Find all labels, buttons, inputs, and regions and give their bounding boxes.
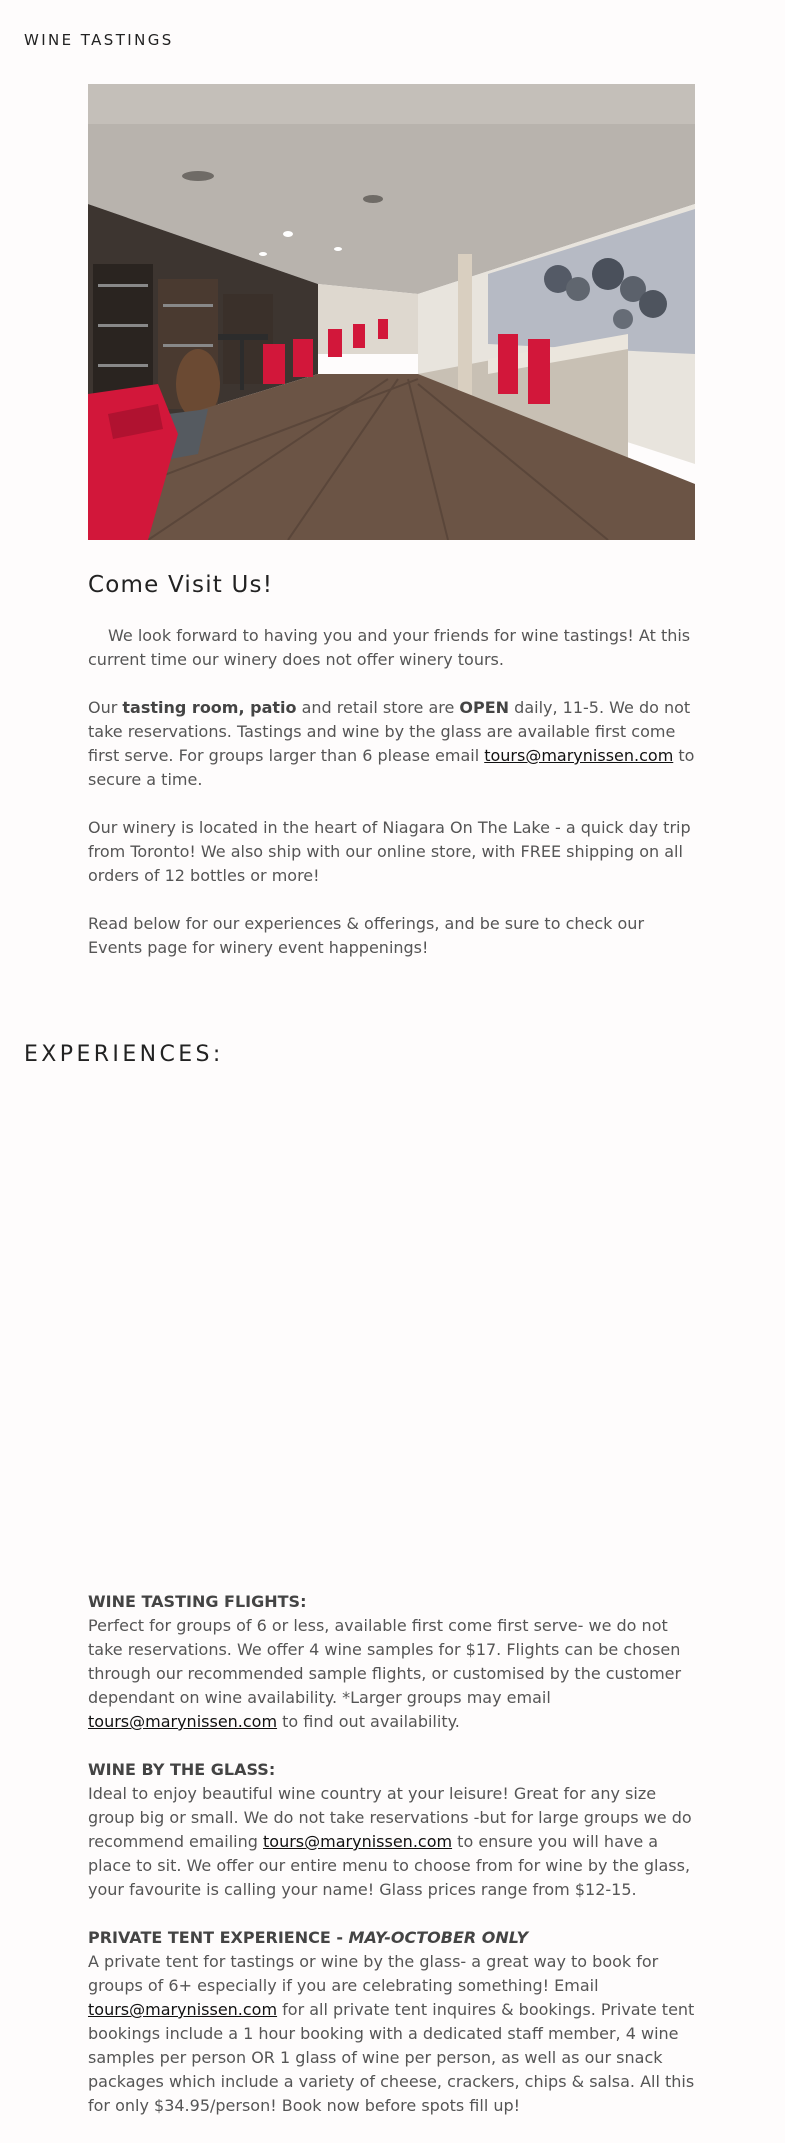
- visit-title: Come Visit Us!: [88, 572, 274, 598]
- visit-location-text: Our winery is located in the heart of Niagara On The Lake - a quick day trip from Toronto! We also ship with our online store, with FREE shipping on all orders of 12 bottles or more!: [88, 818, 691, 885]
- experiences-title: EXPERIENCES:: [24, 1042, 224, 1067]
- visit-content: [88, 624, 695, 984]
- wine-tasting-flights-section: [88, 1590, 695, 1734]
- private-tent-season: MAY-OCTOBER ONLY: [348, 1928, 529, 1947]
- private-tent-section: [88, 1926, 695, 2118]
- tasting-room-highlight: tasting room, patio: [122, 698, 297, 717]
- visit-hours-text: Our tasting room, patio and retail store are OPEN daily, 11-5. We do not take reservations. Tastings and wine by the glass are available first come first serve. For groups larger than 6 please email tours@marynissen.com to secure a time.: [88, 698, 695, 789]
- experiences-content: [88, 1590, 695, 2142]
- open-highlight: OPEN: [459, 698, 510, 717]
- page-header[interactable]: WINE TASTINGS: [24, 31, 174, 49]
- wine-by-glass-heading: WINE BY THE GLASS:: [88, 1760, 276, 1779]
- tent-email-link[interactable]: tours@marynissen.com: [88, 2000, 278, 2019]
- visit-events-text: Read below for our experiences & offerings, and be sure to check our Events page for winery event happenings!: [88, 914, 645, 957]
- wine-by-glass-text: Ideal to enjoy beautiful wine country at your leisure! Great for any size group big or small. We do not take reservations -but for large groups we do recommend emailing tours@marynissen.com to ensure you will have a place to sit. We offer our entire menu to choose from for wine by the glass, your favourite is calling your name! Glass prices range from $12-15.: [88, 1784, 692, 1899]
- wine-tasting-flights-text: Perfect for groups of 6 or less, available first come first serve- we do not take reservations. We offer 4 wine samples for $17. Flights can be chosen through our recommended sample flights, or customised by the customer dependant on wine availability. *Larger groups may email tours@marynissen.com to find out availability.: [88, 1616, 682, 1731]
- tours-email-link[interactable]: tours@marynissen.com: [484, 746, 674, 765]
- wine-tasting-flights-heading: WINE TASTING FLIGHTS:: [88, 1592, 307, 1611]
- private-tent-text: A private tent for tastings or wine by the glass- a great way to book for groups of 6+ especially if you are celebrating something! Email tours@marynissen.com for all private tent inquires & bookings. Private tent bookings include a 1 hour booking with a dedicated staff member, 4 wine samples per person OR 1 glass of wine per person, as well as our snack packages which include a variety of cheese, crackers, chips & salsa. All this for only $34.95/person! Book now before spots fill up!: [88, 1952, 695, 2115]
- wine-by-glass-section: [88, 1758, 695, 1902]
- flights-email-link[interactable]: tours@marynissen.com: [88, 1712, 278, 1731]
- visit-intro-text: We look forward to having you and your friends for wine tastings! At this current time our winery does not offer winery tours.: [88, 626, 691, 669]
- private-tent-heading: PRIVATE TENT EXPERIENCE - MAY-OCTOBER ONLY: [88, 1928, 529, 1947]
- tasting-room-photo: [88, 84, 695, 540]
- glass-email-link[interactable]: tours@marynissen.com: [263, 1832, 453, 1851]
